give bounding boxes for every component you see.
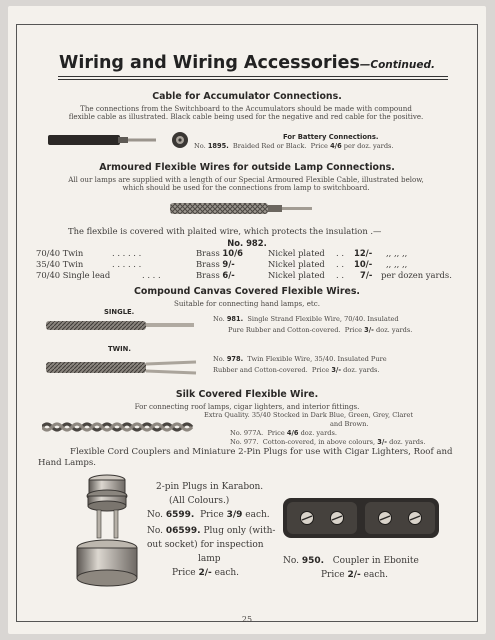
row-brass-2: Brass 6/- xyxy=(196,270,235,280)
row-dots2-0: . . xyxy=(336,248,344,258)
row-tail-0: ,, ,, ,, xyxy=(386,248,408,258)
row-tail-2: per dozen yards. xyxy=(381,270,452,280)
row-size-0: 70/40 Twin xyxy=(36,248,84,258)
plug-line-1: 2-pin Plugs in Karabon. xyxy=(156,482,264,492)
armoured-wire-illustration xyxy=(170,199,320,219)
accumulator-text-1: The connections from the Switchboard to the Accumulators should be made with compound xyxy=(80,104,412,113)
row-nickel-price-1: 10/- xyxy=(354,259,373,269)
silk-subheading: For connecting roof lamps, cigar lighters, and interior fittings. xyxy=(134,402,360,411)
silk-extra-2: and Brown. xyxy=(330,420,369,428)
item-price: 3/- xyxy=(364,326,374,334)
item-978-line1: No. 978. Twin Flexible Wire, 35/40. Insulated Pure xyxy=(213,355,387,363)
silk-extra-1: Extra Quality. 35/40 Stocked in Dark Blue, Green, Grey, Claret xyxy=(204,411,414,419)
accumulator-text-2: flexible cable as illustrated. Black cable being used for the negative and red cable for the positive. xyxy=(68,112,424,121)
item-977: No. 977. Cotton-covered, in above colours, 3/- doz. yards. xyxy=(230,438,426,446)
title-main: Wiring and Wiring Accessories xyxy=(59,53,360,73)
canvas-subheading: Suitable for connecting hand lamps, etc. xyxy=(174,299,320,308)
battery-connections-heading: For Battery Connections. xyxy=(283,133,379,141)
silk-heading: Silk Covered Flexible Wire. xyxy=(175,389,319,400)
item-number: 978. xyxy=(226,355,244,363)
page-number: 25 xyxy=(241,615,253,624)
item-number: 6599. xyxy=(165,510,195,520)
canvas-heading: Compound Canvas Covered Flexible Wires. xyxy=(134,286,360,297)
armoured-text-2: which should be used for the connections from lamp to switchboard. xyxy=(122,183,370,192)
coupler-illustration xyxy=(281,494,451,544)
item-number: No. 977A. xyxy=(230,429,264,437)
item-978-line2: Rubber and Cotton-covered. Price 3/- doz. yards. xyxy=(213,366,380,374)
catalogue-page xyxy=(8,6,486,634)
single-label: SINGLE. xyxy=(104,308,135,316)
price-label: Price xyxy=(310,142,328,150)
item-price: 3/- xyxy=(331,366,342,374)
row-dots-2: . . . . xyxy=(142,270,161,280)
armoured-heading: Armoured Flexible Wires for outside Lamp Connections. xyxy=(99,162,395,173)
couplers-line-2: Hand Lamps. xyxy=(38,458,97,468)
row-nickel-price-0: 12/- xyxy=(354,248,373,258)
item-1895 xyxy=(194,141,394,152)
item-981-line1: No. 981. Single Strand Flexible Wire, 70/40. Insulated xyxy=(213,315,399,323)
page-title xyxy=(8,53,486,73)
item-981-line2: Pure Rubber and Cotton-covered. Price 3/- doz. yards. xyxy=(228,326,413,334)
item-number: 06599. xyxy=(165,526,201,536)
item-price: 3/- xyxy=(377,438,387,446)
no-label: No. xyxy=(227,238,244,248)
couplers-line-1: Flexible Cord Couplers and Miniature 2-Pin Plugs for use with Cigar Lighters, Roof and xyxy=(70,447,453,457)
armoured-item-number xyxy=(8,238,486,248)
row-nickel-price-2: 7/- xyxy=(360,270,373,280)
item-number: 950. xyxy=(301,556,325,566)
row-dots-0: . . . . . . xyxy=(112,248,142,258)
accumulator-cable-illustration xyxy=(48,129,198,155)
silk-wire-illustration xyxy=(42,419,212,435)
item-price: 4/6 xyxy=(286,429,299,437)
row-nickel-0: Nickel plated xyxy=(268,248,325,258)
coupler-item-950: No. 950. Coupler in Ebonite xyxy=(283,556,419,566)
single-wire-illustration xyxy=(46,318,206,334)
row-size-2: 70/40 Single lead xyxy=(36,270,111,280)
row-brass-0: Brass 10/6 xyxy=(196,248,243,258)
item-price: 4/6 xyxy=(330,142,342,150)
twin-label: TWIN. xyxy=(108,345,131,353)
plug-item-6599: No. 6599. Price 3/9 each. xyxy=(147,510,270,520)
row-size-1: 35/40 Twin xyxy=(36,259,84,269)
item-number: No. 977. xyxy=(230,438,259,446)
item-number: 1895. xyxy=(207,142,229,150)
row-dots2-2: . . xyxy=(336,270,344,280)
plug-item-06599-line2: out socket) for inspection xyxy=(147,540,264,550)
row-nickel-1: Nickel plated xyxy=(268,259,325,269)
row-tail-1: ,, ,, ,, xyxy=(386,259,408,269)
item-977a: No. 977A. Price 4/6 doz. yards. xyxy=(230,429,337,437)
title-continued: —Continued. xyxy=(359,59,435,71)
twin-wire-illustration xyxy=(46,357,206,379)
armoured-covered-note: The flexbile is covered with plaited wire, which protects the insulation .— xyxy=(68,226,382,236)
plug-item-06599-line3: lamp xyxy=(198,554,221,564)
coupler-item-950-price: Price 2/- each. xyxy=(321,570,389,580)
accumulator-heading: Cable for Accumulator Connections. xyxy=(152,91,342,102)
plug-line-2: (All Colours.) xyxy=(169,496,230,506)
plug-item-06599-price: Price 2/- each. xyxy=(172,568,240,578)
row-dots2-1: . . xyxy=(336,259,344,269)
row-brass-1: Brass 9/- xyxy=(196,259,235,269)
plug-illustration xyxy=(64,468,150,593)
item-number: 982. xyxy=(246,238,267,248)
row-nickel-2: Nickel plated xyxy=(268,270,325,280)
item-price: 2/- xyxy=(347,570,361,580)
item-price: 2/- xyxy=(198,568,212,578)
item-price: 3/9 xyxy=(226,510,243,520)
item-description: Braided Red or Black. xyxy=(232,142,307,150)
item-number: 981. xyxy=(226,315,244,323)
armoured-text-1: All our lamps are supplied with a length of our Special Armoured Flexible Cable, illustrated below, xyxy=(68,175,424,184)
no-label: No. xyxy=(194,142,206,150)
plug-item-06599: No. 06599. Plug only (with- xyxy=(147,526,276,536)
price-suffix: per doz. yards. xyxy=(343,142,394,150)
title-rule xyxy=(58,76,448,77)
title-rule-thin xyxy=(58,79,448,80)
row-dots-1: . . . . . . xyxy=(112,259,142,269)
